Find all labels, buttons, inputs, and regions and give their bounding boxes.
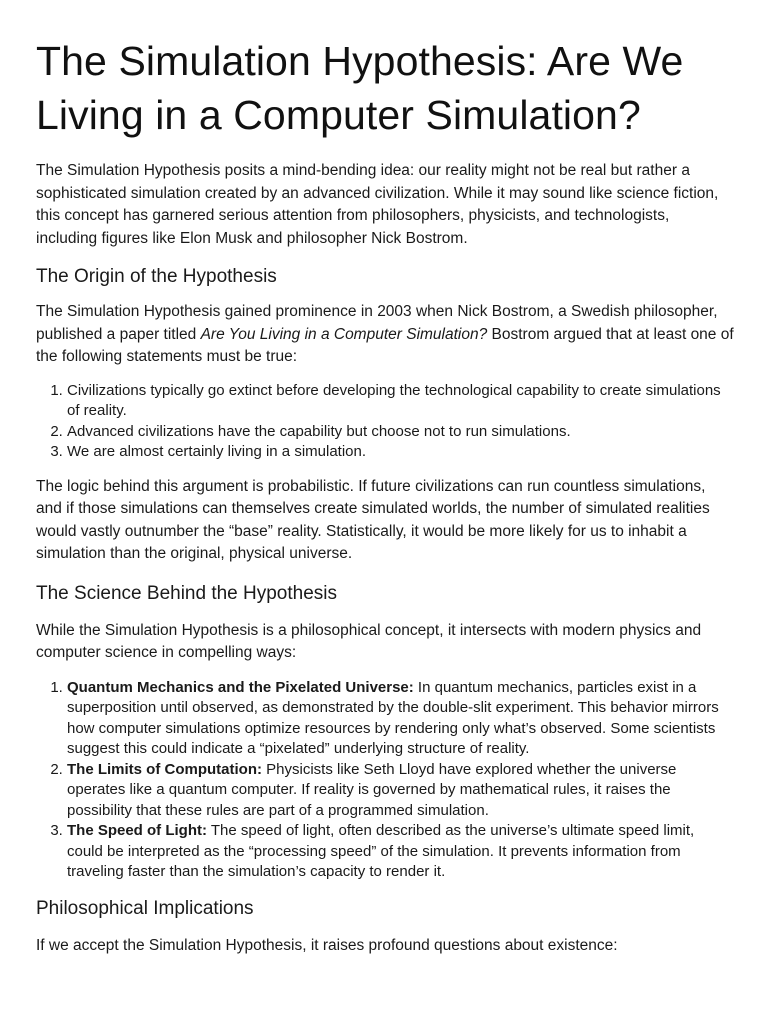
origin-paragraph-text-before: The Simulation Hypothesis gained prominence in 2003 when Nick Bostrom, a Swedish philosopher, published a paper titled (36, 303, 718, 343)
philosophy-paragraph: If we accept the Simulation Hypothesis, it raises profound questions about existence: (36, 936, 618, 954)
list-item-term: The Limits of Computation: (67, 760, 262, 778)
list-item-text: Physicists like Seth Lloyd have explored whether the universe operates like a quantum computer. If reality is governed by mathematical rules, it raises the possibility that these rules are part of a programmed simulation. (67, 760, 677, 819)
intro-paragraph: The Simulation Hypothesis posits a mind-bending idea: our reality might not be real but rather a sophisticated simulation created by an advanced civilization. While it may sound like science fiction, this concept has garnered serious attention from philosophers, physicists, and technologists, including figures like Elon Musk and philosopher Nick Bostrom. (36, 162, 719, 247)
science-points-list (36, 678, 734, 883)
origin-paragraph-text-after: Bostrom argued that at least one of the following statements must be true: (36, 325, 734, 365)
list-item (67, 678, 734, 760)
logic-paragraph: The logic behind this argument is probabilistic. If future civilizations can run countless simulations, and if those simulations can themselves create simulated worlds, the number of simulated realities would vastly outnumber the “base” reality. Statistically, it would be more likely for us to inhabit a simulation than the original, physical universe. (36, 477, 710, 562)
paper-title: Are You Living in a Computer Simulation? (200, 325, 488, 343)
section-heading-philosophy: Philosophical Implications (36, 897, 254, 919)
section-heading-science: The Science Behind the Hypothesis (36, 582, 338, 604)
science-paragraph: While the Simulation Hypothesis is a philosophical concept, it intersects with modern physics and computer science in compelling ways: (36, 621, 702, 661)
list-item (67, 821, 734, 883)
list-item-term: The Speed of Light: (67, 822, 207, 839)
list-item: 3. We are almost certainly living in a simulation. (67, 442, 734, 463)
list-item: 1. Civilizations typically go extinct before developing the technological capability to create simulations of reality. (67, 381, 734, 422)
list-item: 2. Advanced civilizations have the capability but choose not to run simulations. (67, 422, 734, 443)
list-item-text: The speed of light, often described as the universe’s ultimate speed limit, could be interpreted as the “processing speed” of the simulation. It prevents information from traveling faster than the simulation’s capacity to render it. (67, 822, 695, 880)
list-item-text: In quantum mechanics, particles exist in a superposition until observed, as demonstrated by the double-slit experiment. This behavior mirrors how computer simulations optimize resources by rendering only what’s observed. Some scientists suggest this could indicate a “pixelated” underlying structure of reality. (67, 678, 719, 757)
list-item (67, 760, 734, 822)
page-title: The Simulation Hypothesis: Are We Living in a Computer Simulation? (36, 38, 684, 138)
origin-paragraph (36, 301, 734, 369)
list-item-term: Quantum Mechanics and the Pixelated Universe: (67, 678, 414, 696)
bostrom-statements-list (36, 381, 734, 463)
section-heading-origin: The Origin of the Hypothesis (36, 266, 277, 287)
